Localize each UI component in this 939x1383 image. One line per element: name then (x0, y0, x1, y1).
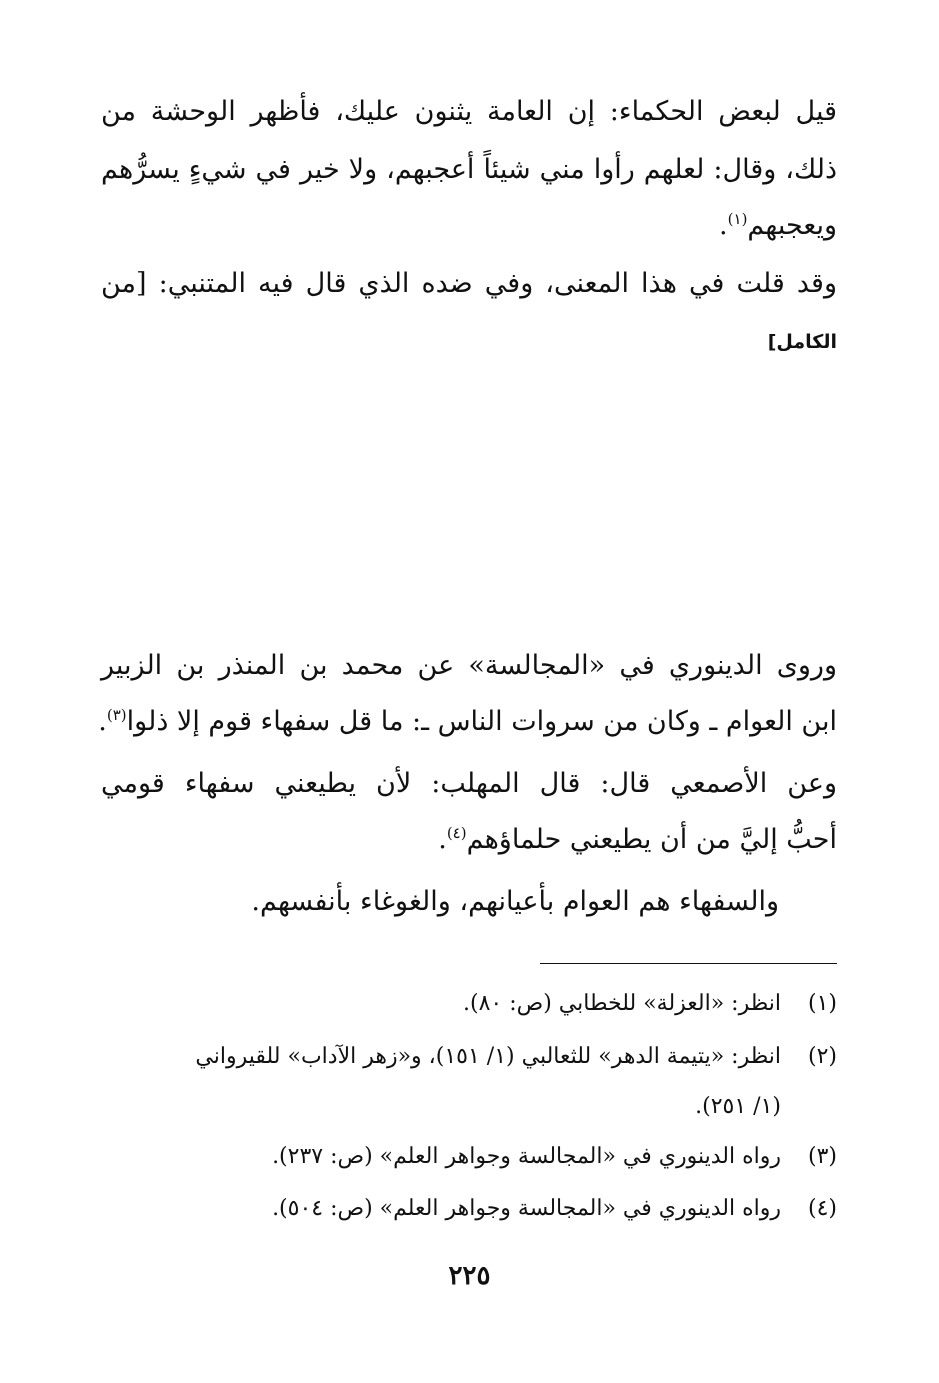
paragraph-3-line-1: وروى الدينوري في «المجالسة» عن محمد بن المنذر بن الزبير (101, 650, 837, 681)
paragraph-1-text: ويعجبهم (747, 210, 837, 241)
footnote-2 (101, 1040, 837, 1074)
footnote-2-continuation: (١/ ٢٥١). (695, 1094, 781, 1119)
verse-1 (101, 380, 837, 428)
verse-2 (101, 514, 837, 562)
paragraph-2-line-1: وقد قلت في هذا المعنى، وفي ضده الذي قال فيه المتنبي: [من (101, 268, 837, 299)
paragraph-1-line-2: ذلك، وقال: لعلهم رأوا مني شيئاً أعجبهم، ولا خير في شيءٍ يسرُّهم (101, 154, 837, 185)
page-number: ٢٢٥ (448, 1261, 491, 1291)
paragraph-4-end: . (438, 824, 447, 855)
paragraph-5-line-1: والسفهاء هم العوام بأعيانهم، والغوغاء بأنفسهم. (251, 886, 779, 917)
paragraph-3-line-2 (98, 702, 837, 742)
footnote-1-number: (١) (807, 991, 837, 1016)
paragraph-1-end: . (719, 210, 728, 241)
paragraph-3-text: ابن العوام ـ وكان من سروات الناس ـ: ما قل سفهاء قوم إلا ذلوا (126, 706, 837, 737)
footnote-1 (101, 987, 837, 1021)
paragraph-4-line-1: وعن الأصمعي قال: قال المهلب: لأن يطيعني سفهاء قومي (101, 768, 837, 799)
footnote-4-number: (٤) (807, 1196, 837, 1221)
footnote-4 (101, 1192, 837, 1226)
footnote-2-text: انظر: «يتيمة الدهر» للثعالبي (١/ ١٥١)، و«زهر الآداب» للقيرواني (195, 1044, 781, 1069)
footnote-ref-3: (٣) (106, 706, 127, 724)
footnote-2-number: (٢) (807, 1044, 837, 1069)
footnote-ref-1: (١) (727, 210, 748, 228)
paragraph-1-line-3 (101, 206, 837, 246)
footnote-separator (540, 963, 837, 964)
paragraph-4-text: أحبُّ إليَّ من أن يطيعني حلماؤهم (466, 824, 837, 855)
footnote-1-text: انظر: «العزلة» للخطابي (ص: ٨٠). (463, 991, 781, 1016)
paragraph-1-line-1: قيل لبعض الحكماء: إن العامة يثنون عليك، فأظهر الوحشة من (101, 96, 837, 127)
footnote-3-number: (٣) (807, 1144, 837, 1169)
verse-3 (101, 576, 837, 624)
footnote-ref-4: (٤) (446, 824, 467, 842)
paragraph-2-line-2: الكامل] (767, 331, 837, 353)
footnote-4-text: رواه الدينوري في «المجالسة وجواهر العلم» (ص: ٥٠٤). (272, 1196, 781, 1221)
footnote-3 (101, 1140, 837, 1174)
paragraph-4-line-2 (101, 820, 837, 860)
footnote-3-text: رواه الدينوري في «المجالسة وجواهر العلم» (ص: ٢٣٧). (272, 1144, 781, 1169)
paragraph-3-end: . (98, 706, 107, 737)
